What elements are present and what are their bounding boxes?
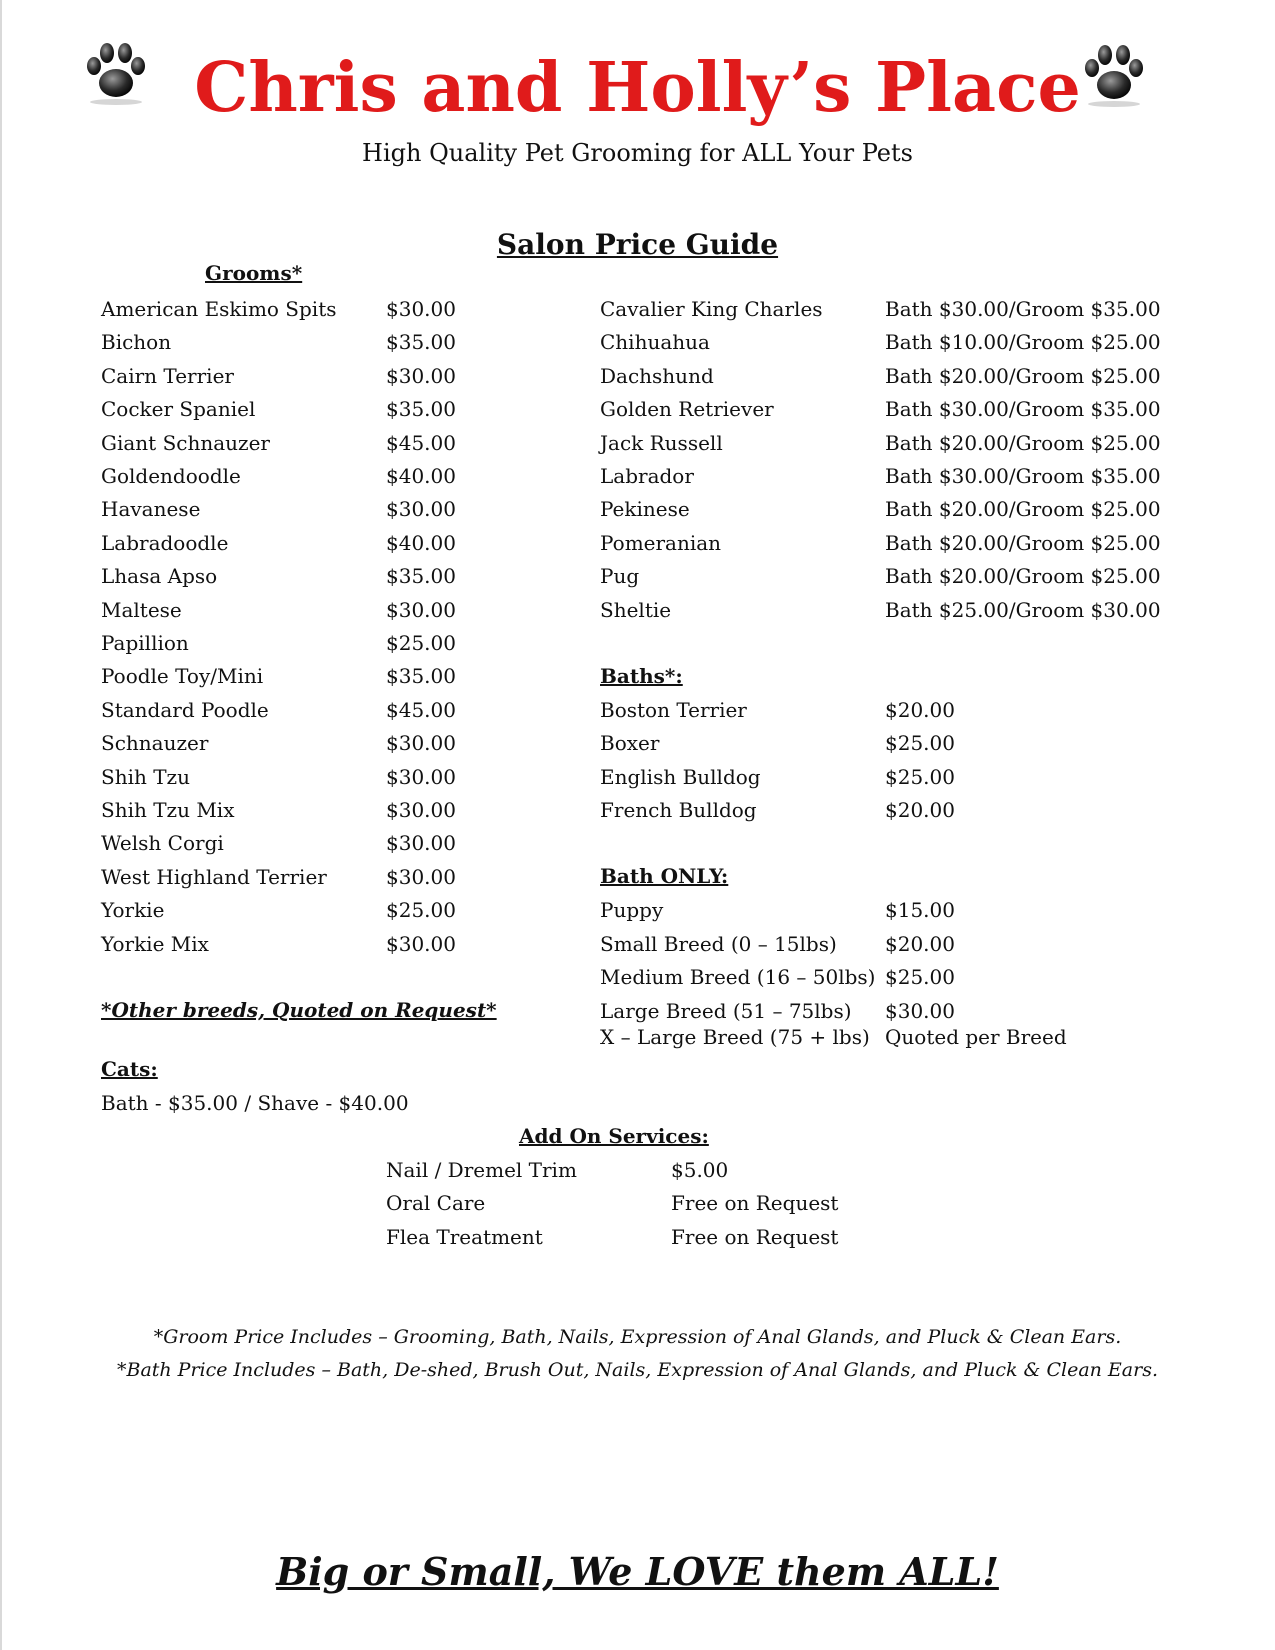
breed-name: Jack Russell	[600, 430, 723, 455]
price-row	[0, 1222, 1275, 1252]
price-row	[0, 895, 1275, 925]
breed-name: Medium Breed (16 – 50lbs)	[600, 965, 876, 989]
price-value: $30.00	[386, 597, 456, 622]
price-row	[0, 628, 1275, 658]
price-value: $30.00	[386, 831, 456, 856]
breed-name: Pomeranian	[600, 530, 722, 555]
service-name: Nail / Dremel Trim	[386, 1158, 577, 1182]
price-value: Bath $20.00/Groom $25.00	[885, 564, 1161, 589]
breed-name: Bichon	[101, 330, 172, 355]
price-value: $25.00	[885, 731, 955, 756]
breed-name: Schnauzer	[101, 731, 209, 756]
price-value: $35.00	[386, 397, 456, 422]
breed-name: Dachshund	[600, 363, 714, 388]
breed-name: Standard Poodle	[101, 697, 269, 722]
price-value: Quoted per Breed	[885, 1024, 1067, 1049]
price-row	[0, 394, 1275, 424]
addons-heading: Add On Services:	[519, 1124, 709, 1148]
baths-heading: Baths*:	[600, 664, 683, 688]
service-name: Oral Care	[386, 1191, 486, 1216]
breed-name: Goldendoodle	[101, 464, 241, 488]
price-value: $35.00	[386, 330, 456, 355]
price-row	[0, 1188, 1275, 1218]
price-value: Bath $30.00/Groom $35.00	[885, 297, 1161, 321]
breed-name: Puppy	[600, 898, 664, 922]
price-row	[0, 828, 1275, 858]
breed-name: American Eskimo Spits	[101, 297, 337, 321]
price-value: $35.00	[386, 664, 456, 689]
price-value: $20.00	[885, 931, 955, 956]
price-value: $30.00	[885, 998, 955, 1023]
breed-name: Labrador	[600, 464, 694, 488]
price-row	[0, 294, 1275, 324]
service-name: Flea Treatment	[386, 1224, 543, 1249]
price-row	[0, 327, 1275, 357]
price-value: $15.00	[885, 898, 955, 922]
price-value: $25.00	[885, 764, 955, 789]
price-row	[0, 494, 1275, 524]
breed-name: Lhasa Apso	[101, 564, 218, 589]
breed-name: Cavalier King Charles	[600, 297, 823, 321]
breed-name: Maltese	[101, 597, 182, 622]
groom-includes-note: *Groom Price Includes – Grooming, Bath, Nails, Expression of Anal Glands, and Pluck & Clean Ears.	[153, 1326, 1122, 1348]
price-value: $25.00	[386, 898, 456, 923]
breed-name: Pug	[600, 564, 640, 589]
price-value: $30.00	[386, 864, 456, 889]
price-value: $5.00	[671, 1158, 729, 1182]
price-value: $20.00	[885, 798, 955, 823]
bath-includes-note: *Bath Price Includes – Bath, De-shed, Brush Out, Nails, Expression of Anal Glands, and Pluck & Clean Ears.	[116, 1359, 1159, 1381]
price-value: Bath $30.00/Groom $35.00	[885, 397, 1161, 422]
breed-name: Labradoodle	[101, 530, 229, 555]
breed-name: Shih Tzu Mix	[101, 798, 235, 822]
breed-name: Cocker Spaniel	[101, 397, 256, 422]
price-value: $30.00	[386, 764, 456, 789]
breed-name: Giant Schnauzer	[101, 430, 270, 455]
price-row	[0, 361, 1275, 391]
price-row	[0, 795, 1275, 825]
price-value: $35.00	[386, 564, 456, 589]
price-row	[0, 561, 1275, 591]
price-value: $30.00	[386, 297, 456, 321]
price-value: Bath $20.00/Groom $25.00	[885, 497, 1161, 522]
price-value: $25.00	[386, 631, 456, 655]
breed-name: Welsh Corgi	[101, 831, 224, 856]
breed-name: Yorkie Mix	[101, 931, 209, 956]
price-value: Free on Request	[671, 1191, 839, 1216]
price-value: $30.00	[386, 798, 456, 822]
price-value: $20.00	[885, 698, 955, 722]
breed-name: Yorkie	[101, 898, 165, 923]
breed-name: X – Large Breed (75 + lbs)	[600, 1024, 870, 1049]
page-title: Chris and Holly’s Place	[194, 48, 1081, 128]
price-row	[0, 762, 1275, 792]
price-value: $30.00	[386, 931, 456, 956]
price-row	[0, 528, 1275, 558]
breed-name: Boston Terrier	[600, 698, 747, 722]
cats-price: Bath - $35.00 / Shave - $40.00	[101, 1091, 409, 1115]
price-value: Bath $25.00/Groom $30.00	[885, 597, 1161, 622]
price-value: Bath $30.00/Groom $35.00	[885, 464, 1161, 488]
breed-name: Large Breed (51 – 75lbs)	[600, 998, 852, 1023]
bath-only-heading: Bath ONLY:	[600, 864, 729, 888]
breed-name: Cairn Terrier	[101, 363, 234, 388]
price-value: Bath $10.00/Groom $25.00	[885, 330, 1161, 355]
price-row	[0, 962, 1275, 992]
price-value: $45.00	[386, 430, 456, 455]
price-value: $30.00	[386, 363, 456, 388]
cats-heading: Cats:	[101, 1057, 158, 1081]
price-value: $45.00	[386, 697, 456, 722]
price-row	[0, 695, 1275, 725]
other-breeds-note: *Other breeds, Quoted on Request*	[101, 998, 497, 1022]
breed-name: Poodle Toy/Mini	[101, 664, 264, 689]
breed-name: Pekinese	[600, 497, 690, 522]
price-value: $30.00	[386, 731, 456, 756]
price-row	[0, 1022, 1275, 1052]
page-subtitle: High Quality Pet Grooming for ALL Your Pets	[362, 139, 913, 167]
price-row	[0, 728, 1275, 758]
breed-name: West Highland Terrier	[101, 864, 327, 889]
price-row	[0, 1155, 1275, 1185]
breed-name: Shih Tzu	[101, 764, 190, 789]
breed-name: Boxer	[600, 731, 660, 756]
price-row	[0, 461, 1275, 491]
price-value: Bath $20.00/Groom $25.00	[885, 363, 1161, 388]
breed-name: Havanese	[101, 497, 201, 522]
price-value: Bath $20.00/Groom $25.00	[885, 430, 1161, 455]
slogan: Big or Small, We LOVE them ALL!	[276, 1549, 999, 1594]
grooms-heading: Grooms*	[205, 261, 303, 285]
price-guide-heading: Salon Price Guide	[496, 228, 779, 261]
breed-name: French Bulldog	[600, 798, 757, 823]
price-value: $40.00	[386, 464, 456, 488]
price-row	[0, 595, 1275, 625]
breed-name: Sheltie	[600, 597, 672, 622]
breed-name: Chihuahua	[600, 330, 710, 355]
price-value: $30.00	[386, 497, 456, 522]
price-value: $25.00	[885, 965, 955, 989]
price-value: Bath $20.00/Groom $25.00	[885, 530, 1161, 555]
breed-name: English Bulldog	[600, 764, 761, 789]
breed-name: Golden Retriever	[600, 397, 774, 422]
price-value: $40.00	[386, 530, 456, 555]
price-row	[0, 428, 1275, 458]
breed-name: Papillion	[101, 631, 189, 655]
breed-name: Small Breed (0 – 15lbs)	[600, 931, 837, 956]
price-value: Free on Request	[671, 1224, 839, 1249]
price-row	[0, 929, 1275, 959]
